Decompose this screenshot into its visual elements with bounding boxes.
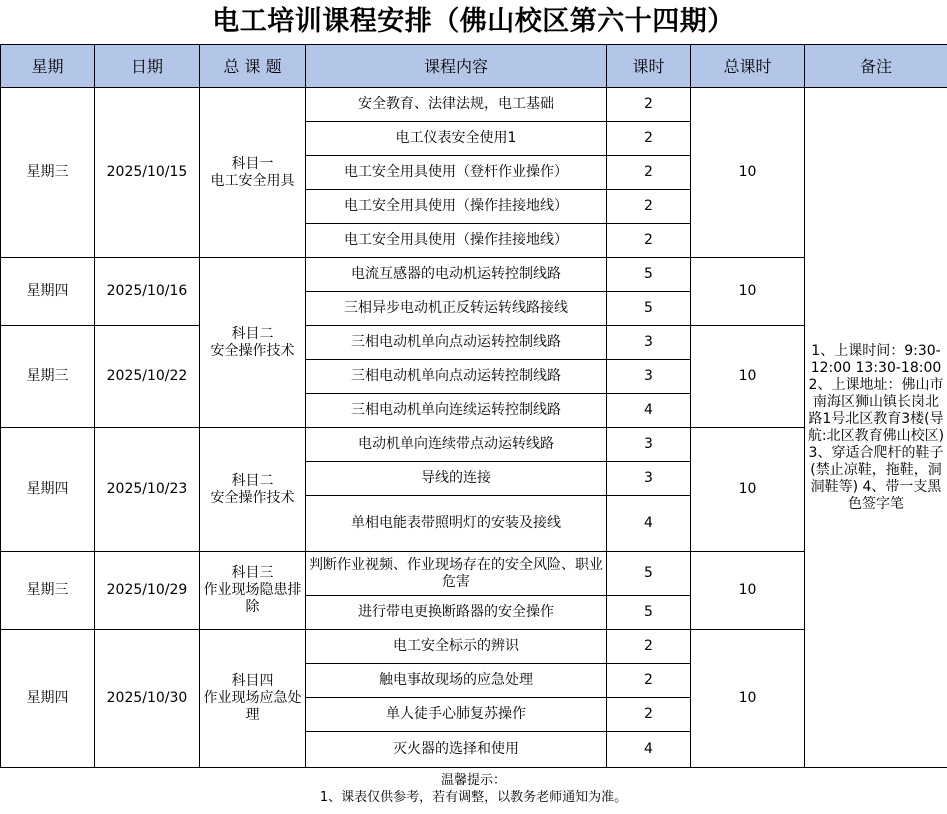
hours-cell: 2	[607, 156, 691, 190]
course-cell: 电工安全用具使用（操作挂接地线）	[306, 190, 607, 224]
date-cell: 2025/10/16	[95, 258, 200, 326]
total-hours-cell: 10	[691, 88, 805, 258]
topic-line: 科目一	[231, 155, 274, 172]
topic-line: 安全操作技术	[210, 342, 295, 359]
total-hours-cell: 10	[691, 326, 805, 428]
header-topic: 总 课 题	[200, 45, 306, 88]
header-hours: 课时	[607, 45, 691, 88]
topic-line: 科目二	[231, 325, 274, 342]
table-row	[1, 88, 947, 122]
hours-cell: 2	[607, 698, 691, 732]
date-cell: 2025/10/29	[95, 552, 200, 630]
course-cell: 单人徒手心肺复苏操作	[306, 698, 607, 732]
topic-cell	[200, 428, 306, 552]
header-date: 日期	[95, 45, 200, 88]
hours-cell: 2	[607, 88, 691, 122]
topic-cell	[200, 630, 306, 768]
topic-line: 科目四	[231, 673, 274, 689]
topic-line: 电工安全用具	[210, 172, 295, 189]
footer-notice	[0, 772, 947, 806]
course-cell: 电流互感器的电动机运转控制线路	[306, 258, 607, 292]
hours-cell: 3	[607, 360, 691, 394]
header-weekday: 星期	[1, 45, 95, 88]
hours-cell: 5	[607, 552, 691, 596]
weekday-cell: 星期四	[1, 258, 95, 326]
note-cell: 1、上课时间：9:30-12:00 13:30-18:00 2、上课地址：佛山市南海区狮山镇长岗北路1号北区教育3楼(导航:北区教育佛山校区) 3、穿适合爬杆的鞋子(禁止凉鞋，拖鞋，洞洞鞋等) 4、带一支黑色签字笔	[805, 88, 947, 768]
page-title: 电工培训课程安排（佛山校区第六十四期）	[212, 6, 735, 37]
footer-line: 1、课表仅供参考，若有调整，以教务老师通知为准。	[319, 790, 628, 805]
footer-title: 温馨提示：	[440, 773, 506, 788]
hours-cell: 2	[607, 664, 691, 698]
weekday-cell: 星期三	[1, 326, 95, 428]
header-total-hours: 总课时	[691, 45, 805, 88]
total-hours-cell: 10	[691, 552, 805, 630]
course-cell: 判断作业视频、作业现场存在的安全风险、职业危害	[306, 552, 607, 596]
schedule-table	[0, 44, 947, 768]
header-course: 课程内容	[306, 45, 607, 88]
course-cell: 三相电动机单向点动运转控制线路	[306, 360, 607, 394]
hours-cell: 3	[607, 326, 691, 360]
topic-line: 科目二	[231, 472, 274, 489]
hours-cell: 5	[607, 258, 691, 292]
header-row	[1, 45, 947, 88]
course-cell: 三相电动机单向点动运转控制线路	[306, 326, 607, 360]
topic-cell	[200, 258, 306, 428]
course-cell: 三相电动机单向连续运转控制线路	[306, 394, 607, 428]
hours-cell: 2	[607, 190, 691, 224]
course-cell: 触电事故现场的应急处理	[306, 664, 607, 698]
course-cell: 进行带电更换断路器的安全操作	[306, 596, 607, 630]
header-note: 备注	[805, 45, 947, 88]
weekday-cell: 星期四	[1, 428, 95, 552]
course-cell: 电动机单向连续带点动运转线路	[306, 428, 607, 462]
course-cell: 电工安全用具使用（登杆作业操作）	[306, 156, 607, 190]
hours-cell: 2	[607, 122, 691, 156]
topic-line: 科目三	[231, 565, 274, 581]
hours-cell: 2	[607, 630, 691, 664]
topic-line: 安全操作技术	[210, 489, 295, 506]
weekday-cell: 星期三	[1, 552, 95, 630]
course-cell: 电工仪表安全使用1	[306, 122, 607, 156]
hours-cell: 3	[607, 428, 691, 462]
hours-cell: 4	[607, 394, 691, 428]
hours-cell: 4	[607, 732, 691, 768]
hours-cell: 2	[607, 224, 691, 258]
date-cell: 2025/10/30	[95, 630, 200, 768]
weekday-cell: 星期三	[1, 88, 95, 258]
course-cell: 单相电能表带照明灯的安装及接线	[306, 496, 607, 552]
topic-line: 作业现场应急处理	[203, 690, 302, 723]
course-cell: 导线的连接	[306, 462, 607, 496]
date-cell: 2025/10/23	[95, 428, 200, 552]
course-cell: 安全教育、法律法规，电工基础	[306, 88, 607, 122]
course-cell: 三相异步电动机正反转运转线路接线	[306, 292, 607, 326]
weekday-cell: 星期四	[1, 630, 95, 768]
topic-line: 作业现场隐患排除	[203, 582, 302, 615]
course-cell: 电工安全用具使用（操作挂接地线）	[306, 224, 607, 258]
hours-cell: 5	[607, 292, 691, 326]
topic-cell	[200, 88, 306, 258]
course-cell: 灭火器的选择和使用	[306, 732, 607, 768]
topic-cell	[200, 552, 306, 630]
course-cell: 电工安全标示的辨识	[306, 630, 607, 664]
date-cell: 2025/10/15	[95, 88, 200, 258]
hours-cell: 4	[607, 496, 691, 552]
hours-cell: 3	[607, 462, 691, 496]
total-hours-cell: 10	[691, 258, 805, 326]
total-hours-cell: 10	[691, 630, 805, 768]
total-hours-cell: 10	[691, 428, 805, 552]
date-cell: 2025/10/22	[95, 326, 200, 428]
hours-cell: 5	[607, 596, 691, 630]
